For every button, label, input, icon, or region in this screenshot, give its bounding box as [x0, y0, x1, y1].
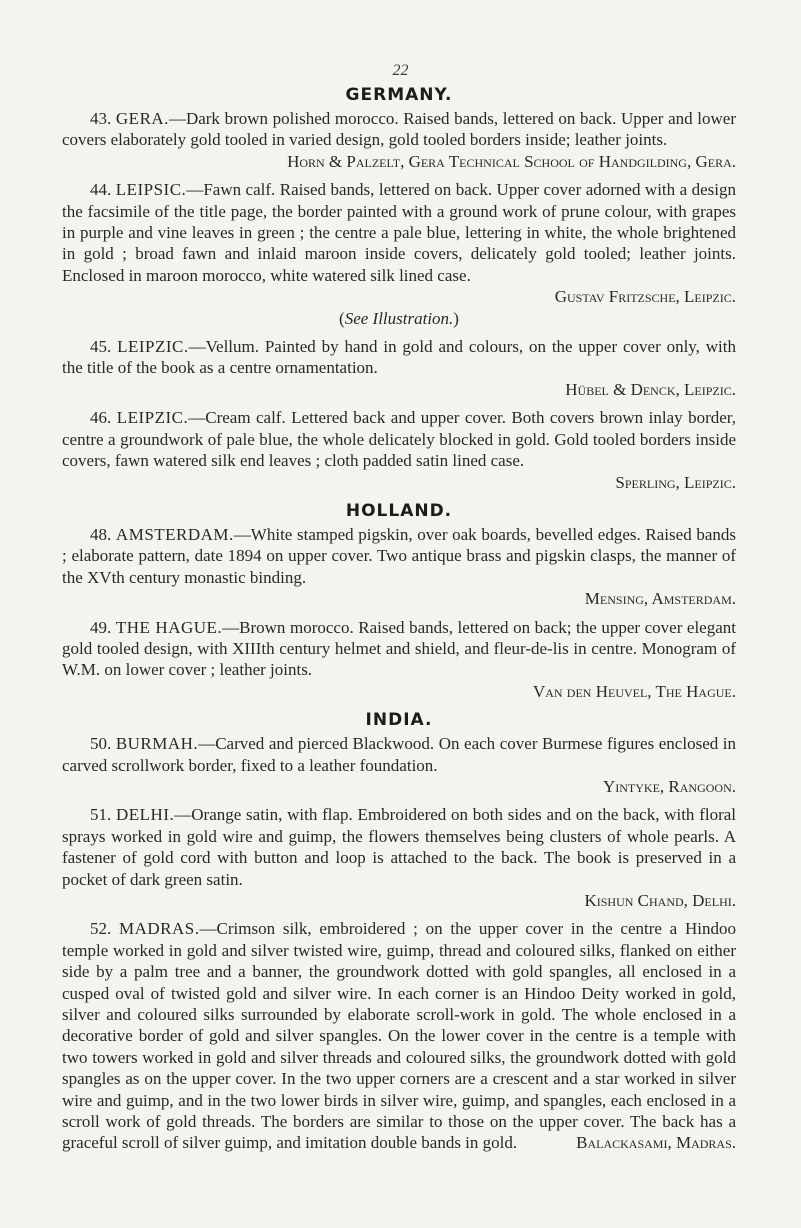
entry-number: 51. [90, 805, 112, 825]
entry-51 [62, 804, 736, 911]
entry-description: —Fawn calf. Raised bands, lettered on back. Upper cover adorned with a design the facsimile of the title page, the border painted with a ground work of prune colour, with grapes in purple and vine leaves in green ; the centre a pale blue, lettering in white, the whole brightened in gold ; broad fawn and inlaid maroon inside covers, delicately gold tooled; leather joints. Enclosed in maroon morocco, white watered silk lined case. [62, 180, 736, 285]
entry-description: —Orange satin, with flap. Embroidered on both sides and on the back, with floral sprays worked in gold wire and guimp, the flowers themselves being clusters of whole pearls. A fastener of gold cord with button and loop is attached to the back. The book is preserved in a pocket of dark green satin. [62, 805, 737, 889]
entry-description: —Crimson silk, embroidered ; on the upper cover in the centre a Hindoo temple worked in gold and silver twisted wire, guimp, thread and coloured silks, flanked on either side by a palm tree and a banner, the groundwork dotted with gold spangles, all enclosed in a cusped oval of twisted gold and silver wire. In each corner is an Hindoo Deity worked in gold, silver and coloured silks surrounded by elaborate scroll-work in gold. The whole enclosed in a decorative border of gold and silver spangles. On the lower cover in the centre is a temple with two towers worked in gold and silver threads and coloured silks, the groundwork dotted with gold spangles as on the upper cover. In the two upper corners are a crescent and a star worked in silver wire and guimp, and in the two lower birds in silver wire, guimp, and spangles, each enclosed in a scroll work of gold threads. The borders are similar to those on the upper cover. The back has a graceful scroll of silver guimp, and imitation double bands in gold. [62, 919, 736, 1153]
page-body [62, 80, 736, 1161]
entry-number: 44. [90, 180, 112, 200]
entry-text [62, 179, 736, 286]
entry-number: 45. [90, 337, 112, 357]
entry-place: DELHI. [116, 805, 175, 825]
entry-place: AMSTERDAM. [115, 524, 234, 544]
entry-text [62, 108, 736, 151]
entry-place: THE HAGUE. [115, 617, 223, 637]
illustration-reference [62, 308, 736, 329]
entry-place: BURMAH. [115, 734, 199, 754]
entry-place: LEIPZIC. [117, 337, 189, 357]
entry-text [62, 336, 736, 379]
entry-place: LEIPZIC. [116, 408, 189, 428]
illustration-open-paren: ( [339, 308, 345, 328]
entry-description: —Brown morocco. Raised bands, lettered on back; the upper cover elegant gold tooled design, with XIIIth century helmet and shield, and fleur-de-lis in centre. Monogram of W.M. on lower cover ; leather joints. [62, 617, 736, 680]
entry-maker: Kishun Chand, Delhi. [584, 891, 736, 910]
entry-44 [62, 179, 736, 329]
entry-maker: Sperling, Leipzic. [615, 472, 736, 492]
page-number: 22 [392, 62, 409, 79]
entry-description: —Dark brown polished morocco. Raised bands, lettered on back. Upper and lower covers elaborately gold tooled in varied design, gold tooled borders inside; leather joints. [62, 109, 737, 150]
entry-number: 48. [90, 524, 112, 544]
entry-number: 50. [90, 734, 112, 754]
entry-maker: Mensing, Amsterdam. [584, 589, 736, 609]
entry-number: 49. [90, 617, 112, 637]
entry-43 [62, 108, 736, 172]
entry-maker: Van den Heuvel, The Hague. [532, 681, 736, 701]
illustration-note: See Illustration. [344, 308, 454, 328]
entry-52 [62, 918, 736, 1153]
entry-maker: Horn & Palzelt, Gera Technical School of Handgilding, Gera. [287, 151, 736, 171]
entry-46 [62, 407, 736, 493]
entry-maker: Hübel & Denck, Leipzic. [565, 379, 736, 399]
entry-place: LEIPSIC. [115, 180, 187, 200]
entry-description: —Vellum. Painted by hand in gold and colours, on the upper cover only, with the title of the book as a centre ornamentation. [62, 337, 736, 378]
entry-text [62, 524, 736, 588]
entry-text [62, 918, 736, 1153]
section-heading-germany: GERMANY. [345, 85, 453, 105]
entry-number: 52. [90, 919, 112, 939]
section-heading-india: INDIA. [365, 710, 433, 731]
entry-place: MADRAS. [119, 919, 200, 939]
section-heading-holland: HOLLAND. [345, 500, 453, 521]
entry-text [62, 733, 736, 776]
entry-place: GERA. [115, 109, 169, 128]
entry-maker: Gustav Fritzsche, Leipzic. [554, 287, 736, 307]
entry-description: —Cream calf. Lettered back and upper cover. Both covers brown inlay border, centre a groundwork of pale blue, the whole delicately blocked in gold. Gold tooled borders inside covers, fawn watered silk end leaves ; cloth padded satin lined case. [62, 408, 737, 471]
entry-maker: Balackasami, Madras. [576, 1133, 736, 1153]
entry-text [62, 617, 736, 681]
entry-50 [62, 733, 736, 797]
illustration-close-paren: ) [453, 308, 459, 328]
entry-maker: Yintyke, Rangoon. [602, 776, 736, 796]
entry-description: —White stamped pigskin, over oak boards, bevelled edges. Raised bands ; elaborate pattern, date 1894 on upper cover. Two antique brass and pigskin clasps, the manner of the XVth century monastic binding. [62, 524, 737, 587]
entry-number: 43. [90, 109, 112, 128]
entry-description: —Carved and pierced Blackwood. On each cover Burmese figures enclosed in carved scrollwork border, fixed to a leather foundation. [62, 734, 737, 775]
entry-text [62, 407, 736, 471]
entry-49 [62, 617, 736, 703]
entry-45 [62, 336, 736, 400]
entry-number: 46. [90, 408, 112, 428]
entry-text [62, 804, 736, 890]
entry-48 [62, 524, 736, 610]
